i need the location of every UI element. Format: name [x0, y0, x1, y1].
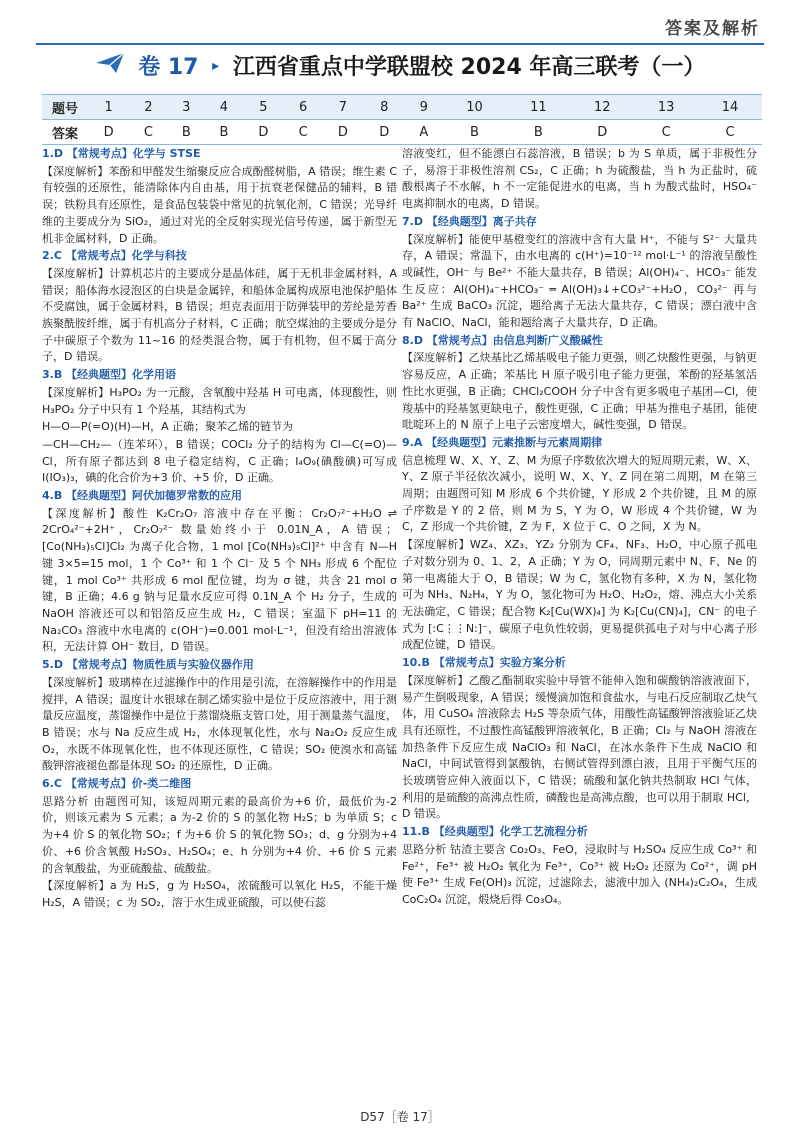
answer-cell: B — [205, 120, 243, 145]
question-number-row — [42, 95, 762, 120]
row-label-number: 题号 — [42, 95, 88, 120]
question-number-cell: 1 — [88, 95, 129, 120]
title-rule — [36, 43, 764, 45]
question-number-cell: 3 — [168, 95, 206, 120]
answer-row — [42, 120, 762, 145]
answer-cell: D — [570, 120, 634, 145]
answer-cell: B — [443, 120, 507, 145]
explanation-paragraph: 10.B 【常规考点】实验方案分析 — [402, 656, 566, 670]
left-column — [42, 146, 397, 1106]
question-number-cell: 2 — [129, 95, 167, 120]
explanation-paragraph: 1.D 【常规考点】化学与 STSE — [42, 147, 201, 160]
question-number-cell: 8 — [364, 95, 405, 120]
row-label-answer: 答案 — [42, 120, 88, 145]
explanation-paragraph: 11.B 【经典题型】化学工艺流程分析 — [402, 825, 588, 839]
explanation-paragraph: 6.C 【常规考点】价-类二维图 — [42, 777, 192, 791]
right-column — [402, 146, 757, 1106]
question-number-cell: 7 — [322, 95, 363, 120]
question-number-cell: 6 — [284, 95, 322, 120]
answer-cell: B — [506, 120, 570, 145]
explanation-paragraph: 信息梳理 W、X、Y、Z、M 为原子序数依次增大的短周期元素，W、X、Y、Z 原子半径依次减小，说明 W、X、Y、Z 同在第二周期，M 在第三周期；由题图可知 M 形成 6 个共价键，Y 形成 2 个共价键，且 M 的原子序数是 Y 的 2 倍，则 M 为 S，Y 为 O，W 形成 4 个共价键，W 为 C，Z 形成一个共价键，Z 为 F，X 位于 C、O 之间，X 为 N。 — [402, 453, 757, 534]
explanation-paragraph: 9.A 【经典题型】元素推断与元素周期律 — [402, 435, 603, 449]
answer-cell: D — [322, 120, 363, 145]
answer-cell: D — [243, 120, 284, 145]
question-number-cell: 9 — [405, 95, 443, 120]
answer-cell: C — [284, 120, 322, 145]
explanation-paragraph: 溶液变红，但不能漂白石蕊溶液，B 错误；b 为 S 单质，属于非极性分子，易溶于非极性溶剂 CS₂，C 正确；h 为硫酸盐，当 h 为正盐时，硫酸根离子不水解，h 不一定能促进水的电离，当 h 为酸式盐时，HSO₄⁻ 电离抑制水的电离，D 错误。 — [402, 147, 757, 211]
page-footer: D57［卷 17］ — [360, 1110, 440, 1124]
answer-section-tag: 答案及解析 — [665, 19, 760, 39]
question-number-cell: 10 — [443, 95, 507, 120]
explanation-paragraph: —CH—CH₂—（连苯环），B 错误；COCl₂ 分子的结构为 Cl—C(=O)—Cl，所有原子都达到 8 电子稳定结构，C 正确；I₄O₉(碘酸碘)可写成 I(IO₃)₃，碘的化合价为+3 价、+5 价，D 正确。 — [42, 437, 397, 485]
explanation-paragraph: 【深度解析】WZ₄、XZ₃、YZ₂ 分别为 CF₄、NF₃、H₂O，中心原子孤电子对数分别为 0、1、2，A 正确；Y 为 O，同周期元素中 N、F、Ne 的第一电离能大于 O，B 错误；W 为 C，氢化物有多种，X 为 N，氢化物可为 NH₃、N₂H₄，Y 为 O，氢化物可为 H₂O、H₂O₂，熔、沸点大小关系无法确定，C 错误；配合物 K₂[Cu(WX)₄] 为 K₂[Cu(CN)₄]，CN⁻ 的电子式为 [:C⋮⋮N:]⁻，碳原子电负性较弱，更易提供孤电子对与中心离子形成配位键，D 错误。 — [402, 538, 757, 652]
question-number-cell: 11 — [506, 95, 570, 120]
explanation-paragraph: 思路分析 钴渣主要含 Co₂O₃、FeO，浸取时与 H₂SO₄ 反应生成 Co³⁺ 和 Fe²⁺，Fe³⁺ 被 H₂O₂ 氧化为 Fe³⁺，Co³⁺ 被 H₂O₂ 还原为 Co²⁺，调 pH 使 Fe³⁺ 生成 Fe(OH)₃ 沉淀，过滤除去，滤液中加入 (NH₄)₂C₂O₄，生成 CoC₂O₄ 沉淀，煅烧后得 Co₃O₄。 — [402, 842, 757, 906]
answer-cell: A — [405, 120, 443, 145]
explanation-paragraph: 8.D 【常规考点】由信息判断广义酸碱性 — [402, 333, 603, 347]
question-number-cell: 14 — [698, 95, 762, 120]
explanation-paragraph: 【深度解析】a 为 H₂S，g 为 H₂SO₄，浓硫酸可以氧化 H₂S，不能干燥 H₂S，A 错误；c 为 SO₂，溶于水生成亚硫酸，可以使石蕊 — [42, 879, 397, 909]
answer-cell: C — [129, 120, 167, 145]
answer-cell: B — [168, 120, 206, 145]
answer-cell: C — [634, 120, 698, 145]
exam-number: 卷 17 — [138, 55, 199, 80]
explanation-paragraph: 【深度解析】能使甲基橙变红的溶液中含有大量 H⁺，不能与 S²⁻ 大量共存，A 错误；常温下，由水电离的 c(H⁺)=10⁻¹² mol·L⁻¹ 的溶液呈酸性或碱性，OH⁻ 与 Be²⁺ 不能大量共存，B 错误；Al(OH)₄⁻、HCO₃⁻ 能发生反应：Al(OH)₄⁻+HCO₃⁻ ═ Al(OH)₃↓+CO₃²⁻+H₂O，CO₃²⁻ 再与 Ba²⁺ 生成 BaCO₃ 沉淀，题给离子无法大量共存，C 错误；漂白液中含有 NaClO、NaCl，能和题给离子大量共存，D 正确。 — [402, 232, 757, 330]
question-number-cell: 5 — [243, 95, 284, 120]
answer-cell: D — [88, 120, 129, 145]
explanation-paragraph: 4.B 【经典题型】阿伏加德罗常数的应用 — [42, 489, 243, 503]
explanation-paragraph: 【深度解析】玻璃棒在过滤操作中的作用是引流，在溶解操作中的作用是搅拌，A 错误；温度计水银球在制乙烯实验中是位于反应溶液中，用于测量反应温度，蒸馏操作中是位于蒸馏烧瓶支管口处，用于测量蒸气温度，B 错误；水与 Na 反应生成 H₂，水体现氧化性，水与 Na₂O₂ 反应生成 O₂，水既不体现氧化性，也不体现还原性，C 错误；SO₂ 使溴水和高锰酸钾溶液褪色都是体现 SO₂ 的还原性，D 正确。 — [42, 675, 397, 773]
explanation-paragraph: 3.B 【经典题型】化学用语 — [42, 368, 177, 382]
explanation-paragraph: 【深度解析】乙炔基比乙烯基吸电子能力更强，则乙炔酸性更强，与钠更容易反应，A 正确；苯基比 H 原子吸引电子能力更强，苯酚的羟基氢活性比水更强，B 正确；CHCl₂COOH 分子中含有更多吸电子基团—Cl，使羧基中的羟基氢更缺电子，酸性更强，C 正确；甲基为推电子基团，能使吡啶环上的 N 原子上电子云密度增大，碱性变强，D 错误。 — [402, 351, 757, 432]
explanation-paragraph: 5.D 【常规考点】物质性质与实验仪器作用 — [42, 658, 254, 672]
triangle-right-icon: ▸ — [212, 57, 220, 74]
answer-cell: C — [698, 120, 762, 145]
answer-key-table — [42, 94, 762, 145]
question-number-cell: 12 — [570, 95, 634, 120]
explanation-paragraph: 【深度解析】乙酸乙酯制取实验中导管不能伸入饱和碳酸钠溶液液面下，易产生倒吸现象，A 错误；缓慢滴加饱和食盐水，与电石反应制取乙炔气体，用 CuSO₄ 溶液除去 H₂S 等杂质气体，用酸性高锰酸钾溶液验证乙炔具有还原性，不过酸性高锰酸钾溶液氧化，B 正确；Cl₂ 与 NaOH 溶液在加热条件下反应生成 NaClO₃ 和 NaCl，在冰水条件下生成 NaClO 和 NaCl，中间试管得到氯酸钠，右侧试管得到漂白液，且用于平衡气压的长玻璃管应伸入液面以下，C 错误；硫酸和氯化钠共热制取 HCl 气体，利用的是硫酸的高沸点性质，磷酸也是高沸点酸，也可以用于制取 HCl，D 错误。 — [402, 673, 757, 821]
explanation-paragraph: 【深度解析】苯酚和甲醛发生缩聚反应合成酚醛树脂，A 错误；维生素 C 有较强的还原性，能清除体内自由基，用于抗衰老保健品的辅料，B 错误；铁粉具有还原性，是食品包装袋中常见的抗氧化剂，C 错误；光导纤维的主要成分为 SiO₂，通过对光的全反射实现光信号传递，属于新型无机非金属材料，D 正确。 — [42, 164, 397, 245]
explanation-paragraph: 2.C 【常规考点】化学与科技 — [42, 249, 187, 263]
explanation-paragraph: 思路分析 由题图可知，该短周期元素的最高价为+6 价，最低价为-2 价，则该元素为 S 元素；a 为-2 价的 S 的氢化物 H₂S；b 为单质 S；c 为+4 价 S 的氧化物 SO₂；f 为+6 价 S 的氧化物 SO₃；d、g 分别为+4 价、+6 价含氧酸 H₂SO₃、H₂SO₄；e、h 分别为+4 价、+6 价 S 元素的含氧酸盐，为亚硫酸盐、硫酸盐。 — [42, 794, 397, 875]
answer-cell: D — [364, 120, 405, 145]
page-title — [36, 50, 764, 86]
explanation-paragraph: H—O—P(=O)(H)—H，A 正确；聚苯乙烯的链节为 — [42, 420, 294, 434]
exam-title: 江西省重点中学联盟校 2024 年高三联考（一） — [232, 55, 706, 80]
explanation-paragraph: 【深度解析】H₃PO₂ 为一元酸，含氧酸中羟基 H 可电离，体现酸性，则 H₃PO₂ 分子中只有 1 个羟基，其结构式为 — [42, 385, 397, 416]
question-number-cell: 13 — [634, 95, 698, 120]
explanation-paragraph: 7.D 【经典题型】离子共存 — [402, 214, 537, 228]
question-number-cell: 4 — [205, 95, 243, 120]
explanation-paragraph: 【深度解析】计算机芯片的主要成分是晶体硅，属于无机非金属材料，A 错误；船体海水浸泡区的白块是金属锌，和船体金属构成原电池保护船体不受腐蚀，属于金属材料，B 错误；坦克表面用于防弹装甲的芳纶是芳香族聚酰胺纤维，属于有机高分子材料，C 正确；航空煤油的主要成分是分子中碳原子个数为 11~16 的烃类混合物，属于有机物，但不属于高分子，D 错误。 — [42, 266, 397, 364]
explanation-paragraph: 【深度解析】酸性 K₂Cr₂O₇ 溶液中存在平衡：Cr₂O₇²⁻+H₂O ⇌ 2CrO₄²⁻+2H⁺，Cr₂O₇²⁻ 数量始终小于 0.01N_A，A 错误；[Co(NH₃)₅Cl]Cl₂ 为离子化合物，1 mol [Co(NH₃)₅Cl]²⁺ 中含有 N—H 键 3×5=15 mol，1 个 Co³⁺ 和 1 个 Cl⁻ 及 5 个 NH₃ 形成 6 个配位键，1 mol Co³⁺ 共形成 6 mol 配位键，均为 σ 键，共含 21 mol σ 键，B 正确；4.6 g 钠与足量水反应可得 0.1N_A 个 H₂ 分子，生成的 NaOH 溶液还可以和铝箔反应生成 H₂，C 错误；室温下 pH=11 的 Na₂CO₃ 溶液中水电离的 c(OH⁻)=0.001 mol·L⁻¹，但没有给出溶液体积，无法计算 OH⁻ 数目，D 错误。 — [42, 506, 397, 654]
paper-plane-icon — [95, 52, 125, 80]
